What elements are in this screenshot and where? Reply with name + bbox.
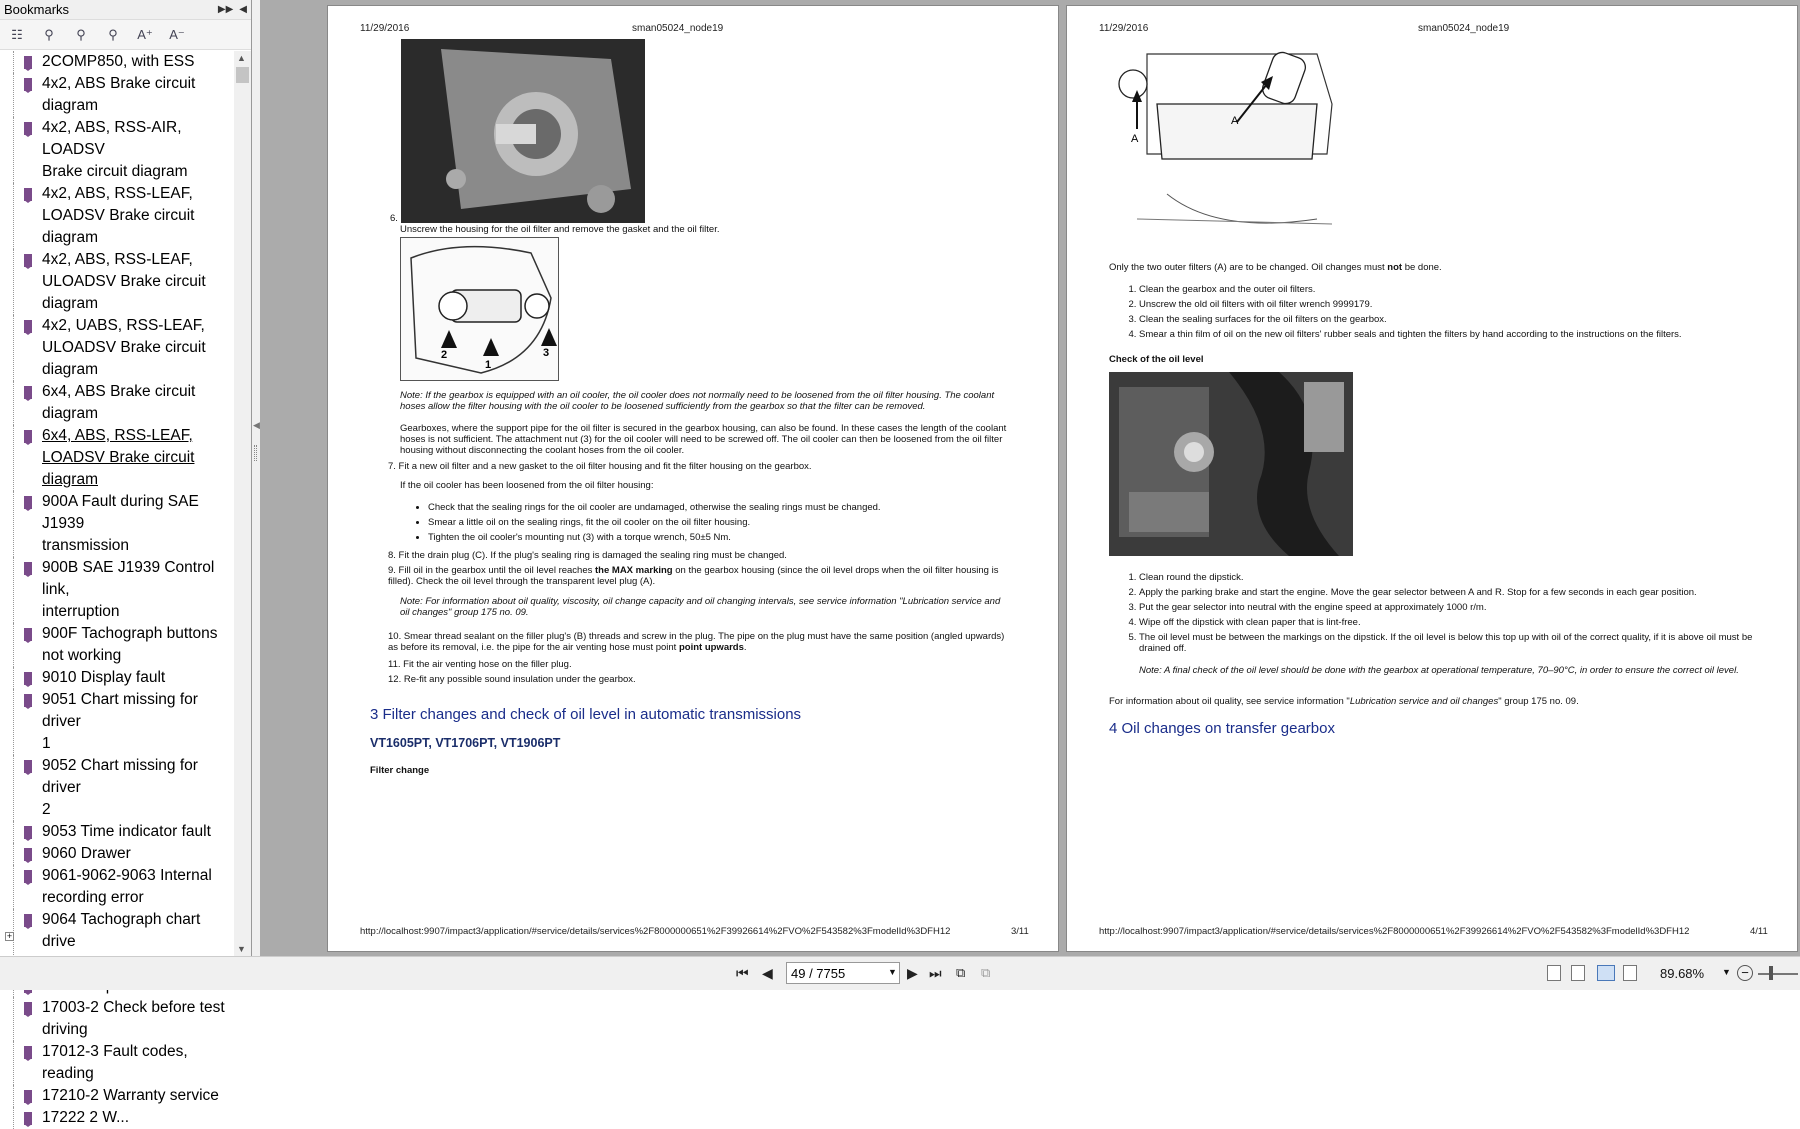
bookmark-icon — [24, 562, 32, 575]
tree-line — [13, 1041, 14, 1085]
next-page-icon[interactable]: ▶ — [907, 965, 918, 981]
tree-line — [13, 689, 14, 755]
tree-line — [13, 183, 14, 249]
document-page-3 — [327, 5, 1059, 952]
bullet-item: • Smear a little oil on the sealing rings, fit the oil cooler on the oil filter housing. — [428, 517, 1008, 528]
step-10-text — [388, 631, 1010, 653]
zoom-slider-thumb[interactable] — [1769, 966, 1773, 980]
continuous-facing-view-icon[interactable] — [1623, 965, 1637, 981]
tree-line — [13, 491, 14, 557]
zoom-slider[interactable] — [1758, 973, 1798, 975]
splitter-grip-icon[interactable] — [254, 445, 257, 461]
intro-part: Only the two outer filters (A) are to be changed. Oil changes must — [1109, 262, 1388, 273]
check-oil-level-heading: Check of the oil level — [1109, 354, 1204, 365]
step-9-text — [388, 565, 1008, 587]
zoom-dropdown-icon[interactable]: ▼ — [1722, 967, 1731, 977]
bookmark-icon — [24, 78, 32, 91]
step-6-text: Unscrew the housing for the oil filter and remove the gasket and the oil filter. — [400, 224, 720, 235]
bookmarks-title: Bookmarks — [4, 2, 70, 17]
bookmark-icon — [24, 694, 32, 707]
automatic-gearbox-filters-diagram — [1117, 44, 1342, 239]
bookmark-item[interactable] — [0, 667, 234, 689]
tree-line — [13, 821, 14, 843]
bookmark-label: 2COMP850, with ESS — [42, 53, 195, 70]
bookmark-item[interactable] — [0, 1041, 234, 1085]
page-footer-number: 3/11 — [1011, 926, 1029, 937]
tree-expand-icon[interactable]: + — [6, 931, 13, 941]
bookmark-label: 17222 2 W... — [42, 1109, 130, 1126]
list-item: 3. Put the gear selector into neutral with the engine speed at approximately 1000 r/m. — [1139, 602, 1759, 613]
step-9-part: on the gearbox housing (since the oil level drops when the oil filter housing is filled). Check the oil level through the transparent level plug (A). — [388, 565, 999, 587]
tree-line — [13, 425, 14, 491]
bookmark-item[interactable] — [0, 425, 234, 491]
last-page-icon[interactable]: ⏭ — [929, 965, 942, 981]
filter-change-steps — [1139, 284, 1759, 340]
page-footer-url: http://localhost:9907/impact3/application/#service/details/services%2F8000000651%2F39926614%2FVO%2F543582%3FmodelId%3DFH12 — [360, 926, 951, 937]
bookmark-item[interactable] — [0, 117, 234, 183]
list-item: 3. Clean the sealing surfaces for the oil filters on the gearbox. — [1139, 314, 1759, 325]
bookmark-item[interactable] — [0, 623, 234, 667]
bookmark-item[interactable] — [0, 997, 234, 1041]
bookmark-icon — [24, 1046, 32, 1059]
bookmark-item[interactable] — [0, 557, 234, 623]
intro-text — [1109, 262, 1749, 273]
tree-line — [13, 667, 14, 689]
info-italic: Lubrication service and oil changes — [1349, 696, 1499, 707]
tree-line — [13, 117, 14, 183]
document-page-4 — [1066, 5, 1798, 952]
facing-pages-view-icon[interactable] — [1597, 965, 1615, 981]
bookmark-label: 9060 Drawer — [42, 845, 131, 862]
zoom-level[interactable]: 89.68% — [1660, 966, 1705, 981]
bookmark-icon — [24, 1090, 32, 1103]
bookmark-label: 4x2, ABS, RSS-LEAF, ULOADSV Brake circuit diagram — [42, 251, 206, 312]
info-part: For information about oil quality, see service information " — [1109, 696, 1350, 707]
bookmark-icon — [24, 848, 32, 861]
bullet-item: • Check that the sealing rings for the oil cooler are undamaged, otherwise the sealing rings must be changed. — [428, 502, 1008, 513]
bookmarks-toolbar — [0, 20, 251, 50]
note-oil-quality: Note: For information about oil quality, viscosity, oil change capacity and oil changing intervals, see service information "Lubrication service and oil changes" group 175 no. 09. — [400, 596, 1001, 618]
single-page-view-icon[interactable] — [1547, 965, 1561, 981]
bookmark-item[interactable] — [0, 51, 234, 73]
bookmark-icon — [24, 672, 32, 685]
continuous-view-icon[interactable] — [1571, 965, 1585, 981]
oil-level-check-steps — [1139, 572, 1759, 654]
page-date: 11/29/2016 — [360, 23, 410, 34]
bookmark-item[interactable] — [0, 381, 234, 425]
bookmark-label: 900A Fault during SAE J1939 transmission — [42, 493, 199, 554]
svg-text:A: A — [1231, 115, 1239, 127]
bookmark-icon — [24, 386, 32, 399]
bookmarks-scrollbar[interactable] — [234, 51, 251, 956]
bookmark-icon — [24, 496, 32, 509]
panel-splitter[interactable] — [252, 0, 260, 956]
tree-line — [13, 843, 14, 865]
previous-page-icon[interactable]: ◀ — [762, 965, 773, 981]
note-oil-cooler: Note: If the gearbox is equipped with an oil cooler, the oil cooler does not normally need to be loosened from the oil filter housing. The coolant hoses allow the filter housing with the oil cooler to be loosened sufficiently from the gearbox so that the filter can be removed. — [400, 390, 995, 412]
tree-line — [13, 865, 14, 909]
svg-text:A: A — [1131, 133, 1139, 145]
bookmark-item[interactable] — [0, 491, 234, 557]
page-date: 11/29/2016 — [1099, 23, 1149, 34]
section-3-title: 3 Filter changes and check of oil level in automatic transmissions — [370, 706, 802, 723]
bookmark-icon — [24, 56, 32, 69]
list-item: 1. Clean round the dipstick. — [1139, 572, 1759, 583]
bookmark-label: 9051 Chart missing for driver 1 — [42, 691, 198, 752]
oil-quality-info — [1109, 696, 1749, 707]
bookmark-label: 9053 Time indicator fault — [42, 823, 211, 840]
bookmark-label: 4x2, UABS, RSS-LEAF, ULOADSV Brake circuit diagram — [42, 317, 206, 378]
tree-line — [13, 997, 14, 1041]
bookmark-icon — [24, 188, 32, 201]
page-node-title: sman05024_node19 — [632, 23, 724, 34]
list-item: 2. Unscrew the old oil filters with oil filter wrench 9999179. — [1139, 299, 1759, 310]
svg-text:3: 3 — [543, 347, 550, 359]
bookmark-item[interactable] — [0, 843, 234, 865]
scroll-thumb[interactable] — [236, 67, 249, 83]
bookmark-label: 17012-3 Fault codes, reading — [42, 1043, 188, 1082]
intro-part: be done. — [1402, 262, 1442, 273]
note-final-check: Note: A final check of the oil level should be done with the gearbox at operational temperature, 70–90°C, in order to ensure the correct oil level. — [1139, 665, 1739, 676]
list-item: 4. Wipe off the dipstick with clean paper that is lint-free. — [1139, 617, 1759, 628]
bookmark-item[interactable] — [0, 755, 234, 821]
tree-line — [13, 315, 14, 381]
bookmark-label: 9061-9062-9063 Internal recording error — [42, 867, 212, 906]
status-bar — [0, 956, 1800, 990]
bookmark-label: 9010 Display fault — [42, 669, 166, 686]
close-panel-icon[interactable]: ◀ — [239, 4, 247, 15]
bookmark-add-icon[interactable]: ⚲ — [76, 26, 86, 42]
bookmark-icon — [24, 628, 32, 641]
bookmark-item[interactable] — [0, 821, 234, 843]
step-10-part: 10. Smear thread sealant on the filler plug's (B) threads and screw in the plug. The pipe on the plug must have the same position (angled upwards) as before its removal, i.e. the pipe for the air venting hose must point — [388, 631, 1005, 653]
bookmark-icon — [24, 870, 32, 883]
bookmark-icon — [24, 826, 32, 839]
bookmark-item[interactable] — [0, 1107, 234, 1129]
bookmark-item[interactable] — [0, 73, 234, 117]
tree-line — [13, 51, 14, 73]
tree-line — [13, 1107, 14, 1129]
next-view-icon[interactable]: ⧉ — [981, 965, 991, 980]
bookmark-item[interactable] — [0, 865, 234, 909]
svg-text:2: 2 — [441, 349, 448, 361]
scroll-up-icon[interactable]: ▲ — [237, 53, 246, 63]
bookmark-icon — [24, 430, 32, 443]
engine-dipstick-photo — [1109, 372, 1353, 556]
page-number-input[interactable] — [786, 962, 900, 984]
bookmark-icon — [24, 254, 32, 267]
page-footer-url: http://localhost:9907/impact3/application/#service/details/services%2F8000000651%2F39926614%2FVO%2F543582%3FmodelId%3DFH12 — [1099, 926, 1690, 937]
step-7-subtext: If the oil cooler has been loosened from the oil filter housing: — [400, 480, 654, 491]
bookmark-icon — [24, 1002, 32, 1015]
bookmark-item[interactable] — [0, 249, 234, 315]
oil-filter-diagram — [400, 237, 559, 381]
bullet-item: • Tighten the oil cooler's mounting nut (3) with a torque wrench, 50±5 Nm. — [428, 532, 1008, 543]
step-7-text: 7. Fit a new oil filter and a new gasket to the oil filter housing and fit the filter housing on the gearbox. — [388, 461, 812, 472]
filter-change-heading: Filter change — [370, 765, 430, 776]
step-11-text: 11. Fit the air venting hose on the filler plug. — [388, 659, 572, 670]
font-larger-icon[interactable]: A⁺ — [137, 26, 153, 42]
bookmark-label: 17210-2 Warranty service — [42, 1087, 219, 1104]
bookmark-item[interactable] — [0, 183, 234, 249]
bookmark-label: 6x4, ABS Brake circuit diagram — [42, 383, 196, 422]
oil-cooler-bullets — [428, 502, 1008, 543]
first-page-icon[interactable]: ⏮ — [736, 965, 749, 981]
scroll-down-icon[interactable]: ▼ — [237, 944, 246, 954]
step-10-part: . — [743, 642, 747, 653]
bookmark-item[interactable] — [0, 315, 234, 381]
bookmarks-header — [0, 0, 251, 20]
bookmark-label: 900F Tachograph buttons not working — [42, 625, 218, 664]
bookmark-icon — [24, 1112, 32, 1125]
splitter-arrow-icon[interactable]: ◀ — [253, 420, 260, 430]
zoom-out-icon[interactable]: − — [1737, 965, 1753, 981]
tree-line — [13, 73, 14, 117]
intro-bold: not — [1387, 262, 1403, 273]
tree-line — [13, 249, 14, 315]
bookmark-label: 9052 Chart missing for driver 2 — [42, 757, 198, 818]
bookmark-find-icon[interactable]: ⚲ — [108, 26, 118, 42]
bookmarks-panel — [0, 0, 252, 1126]
list-item: 4. Smear a thin film of oil on the new oil filters' rubber seals and tighten the filters by hand according to the instructions on the filters. — [1139, 329, 1759, 340]
bookmark-label: 900B SAE J1939 Control link, interruption — [42, 559, 215, 620]
tree-line — [13, 557, 14, 623]
list-item: 1. Clean the gearbox and the outer oil filters. — [1139, 284, 1759, 295]
tree-line — [13, 381, 14, 425]
bookmark-icon — [24, 914, 32, 927]
font-smaller-icon[interactable]: A⁻ — [169, 26, 185, 42]
step-9-part: 9. Fill oil in the gearbox until the oil level reaches — [388, 565, 596, 576]
svg-text:1: 1 — [485, 359, 492, 371]
step-8-text: 8. Fit the drain plug (C). If the plug's sealing ring is damaged the sealing ring must be changed. — [388, 550, 787, 561]
bookmark-label: 17003-2 Check before test driving — [42, 999, 225, 1038]
bookmark-options-icon[interactable]: ☷ — [11, 26, 23, 42]
bookmark-label: 9064 Tachograph chart drive — [42, 911, 201, 950]
list-item: 5. The oil level must be between the markings on the dipstick. If the oil level is below this top up with oil of the correct quality, if it is above oil must be drained off. — [1139, 632, 1759, 654]
bookmark-icon — [24, 320, 32, 333]
models-heading: VT1605PT, VT1706PT, VT1906PT — [370, 736, 561, 750]
collapse-panel-icon[interactable]: ▶▶ — [217, 4, 234, 15]
list-item: 2. Apply the parking brake and start the engine. Move the gear selector between A and R. Stop for a few seconds in each gear position. — [1139, 587, 1759, 598]
tree-line — [13, 755, 14, 821]
bookmark-item[interactable] — [0, 1085, 234, 1107]
step-10-bold: point upwards — [678, 642, 744, 653]
bookmark-icon — [24, 760, 32, 773]
tree-line — [13, 1085, 14, 1107]
step-6-number: 6. — [390, 213, 398, 224]
bookmark-item[interactable] — [0, 689, 234, 755]
bookmark-label: 6x4, ABS, RSS-LEAF, LOADSV Brake circuit diagram — [42, 427, 195, 488]
page-dropdown-icon[interactable]: ▼ — [888, 967, 897, 977]
step-12-text: 12. Re-fit any possible sound insulation under the gearbox. — [388, 674, 636, 685]
info-part: " group 175 no. 09. — [1498, 696, 1579, 707]
gearbox-photo — [401, 39, 645, 223]
bookmark-label: 4x2, ABS, RSS-LEAF, LOADSV Brake circuit diagram — [42, 185, 195, 246]
tree-line — [13, 623, 14, 667]
page-footer-number: 4/11 — [1750, 926, 1768, 937]
bookmark-label: 4x2, ABS, RSS-AIR, LOADSV Brake circuit diagram — [42, 119, 188, 180]
bookmark-list — [0, 51, 234, 1126]
bookmark-label: 4x2, ABS Brake circuit diagram — [42, 75, 196, 114]
bookmark-icon — [24, 122, 32, 135]
previous-view-icon[interactable]: ⧉ — [956, 965, 966, 980]
bookmark-expand-icon[interactable]: ⚲ — [44, 26, 54, 42]
page-node-title: sman05024_node19 — [1418, 23, 1510, 34]
section-4-title: 4 Oil changes on transfer gearbox — [1109, 720, 1335, 737]
gearbox-support-pipe-paragraph: Gearboxes, where the support pipe for the oil filter is secured in the gearbox housing, can also be found. In these cases the length of the coolant hoses is not sufficient. The attachment nut (3) for the oil cooler will need to be screwed off. The oil cooler can then be loosened from the oil filter housing without disconnecting the coolant hoses from the oil cooler. — [400, 423, 1007, 456]
step-9-bold: the MAX marking — [595, 565, 673, 576]
